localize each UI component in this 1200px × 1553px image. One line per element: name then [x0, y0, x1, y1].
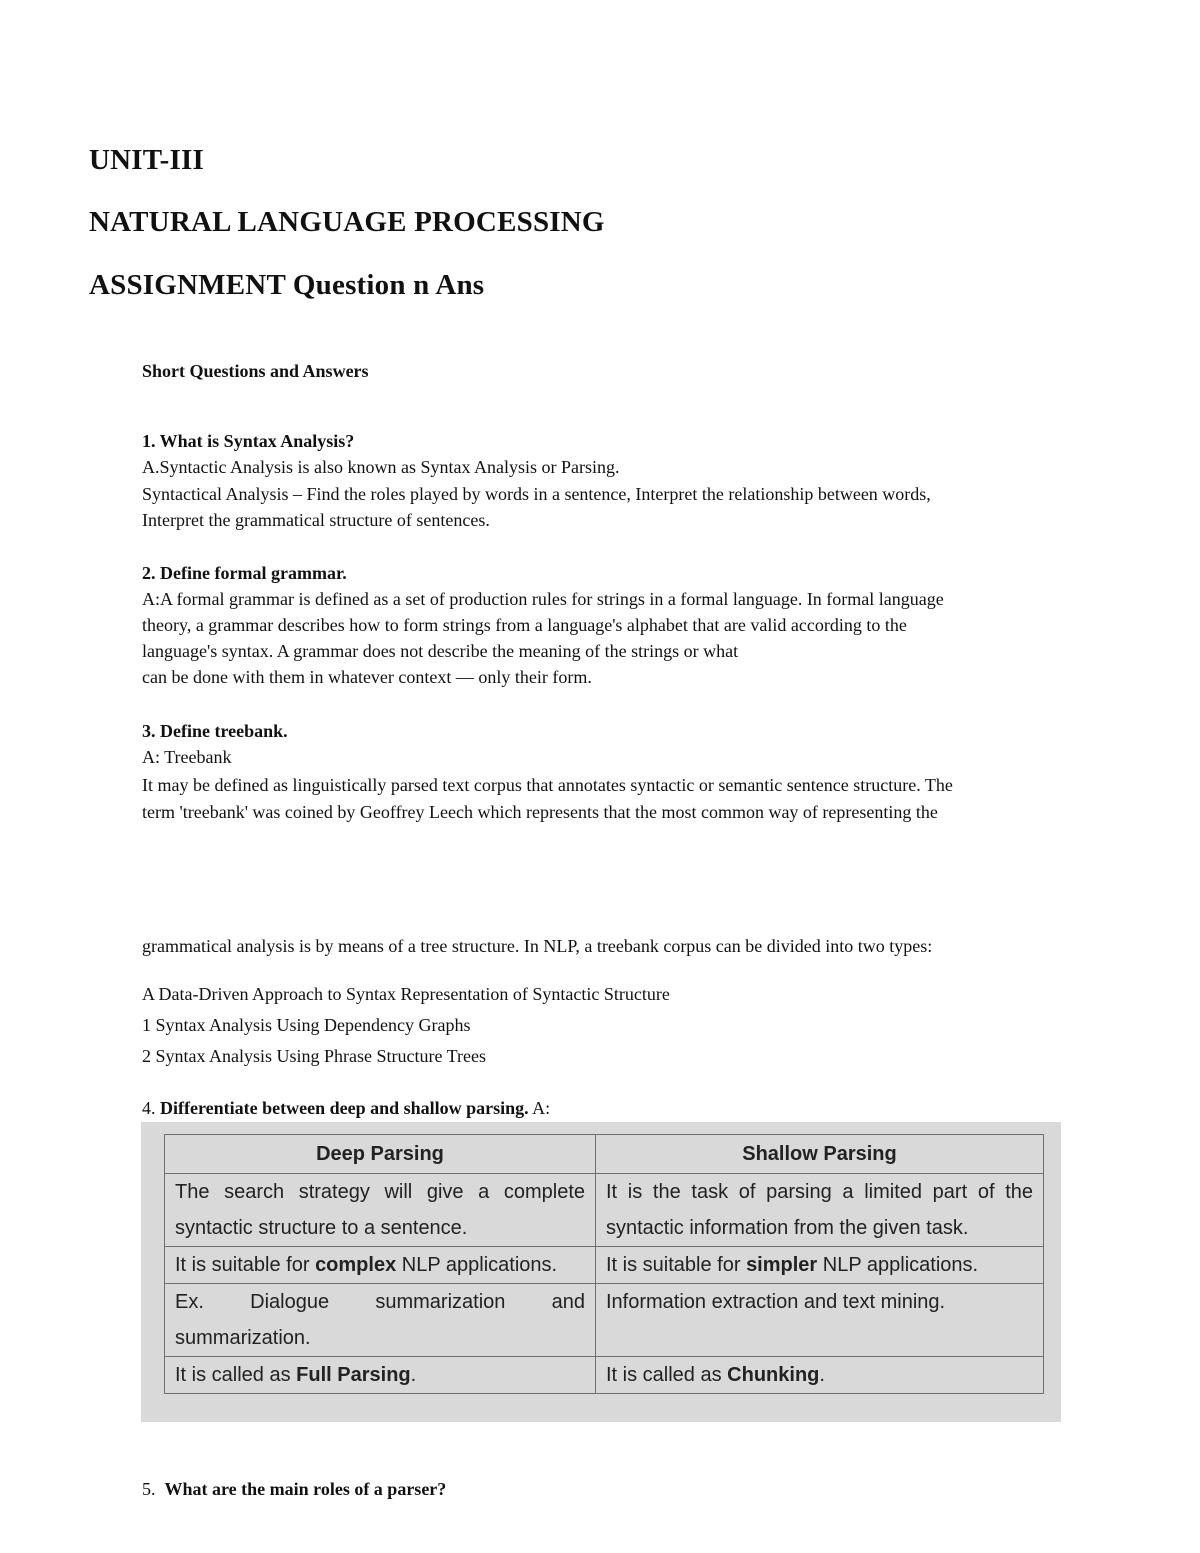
- table-row: [165, 1247, 1044, 1284]
- shallow-cell: Information extraction and text mining.: [596, 1284, 1044, 1357]
- table-row: [165, 1357, 1044, 1394]
- answer-3-line-2: It may be defined as linguistically parsed text corpus that annotates syntactic or semantic sentence structure. The: [142, 775, 953, 795]
- question-4-text: Differentiate between deep and shallow parsing.: [160, 1098, 529, 1118]
- shallow-cell: It is the task of parsing a limited part of the syntactic information from the given task.: [596, 1174, 1044, 1247]
- answer-2-line-4: can be done with them in whatever context — only their form.: [142, 667, 592, 687]
- answer-3-line-1: A: Treebank: [142, 747, 232, 767]
- shallow-cell-bold: simpler: [746, 1254, 818, 1276]
- question-5: [142, 1479, 446, 1500]
- deep-cell-bold: complex: [315, 1254, 397, 1276]
- answer-2-line-1: A:A formal grammar is defined as a set of production rules for strings in a formal language. In formal language: [142, 589, 944, 609]
- section-title: Short Questions and Answers: [142, 361, 369, 381]
- header-shallow-parsing: Shallow Parsing: [596, 1135, 1044, 1174]
- deep-cell-pre: It is suitable for: [175, 1254, 316, 1276]
- shallow-cell-post: .: [819, 1364, 825, 1386]
- deep-cell-post: .: [410, 1364, 417, 1386]
- question-4-answer-prefix: A:: [528, 1098, 551, 1118]
- answer-2-line-2: theory, a grammar describes how to form strings from a language's alphabet that are valid according to the: [142, 615, 907, 635]
- question-3: 3. Define treebank.: [142, 721, 288, 741]
- answer-2-line-3: language's syntax. A grammar does not describe the meaning of the strings or what: [142, 641, 739, 661]
- deep-cell: Ex. Dialogue summarization and summarization.: [165, 1284, 596, 1357]
- shallow-cell-pre: It is suitable for: [606, 1254, 747, 1276]
- deep-cell-bold: Full Parsing: [296, 1364, 411, 1386]
- answer-1-line-2: Syntactical Analysis – Find the roles played by words in a sentence, Interpret the relationship between words,: [142, 484, 931, 504]
- deep-cell: [165, 1357, 596, 1394]
- deep-cell: [165, 1247, 596, 1284]
- deep-cell-post: NLP applications.: [396, 1254, 558, 1276]
- shallow-cell: [596, 1247, 1044, 1284]
- question-5-text: What are the main roles of a parser?: [164, 1479, 447, 1499]
- shallow-cell: [596, 1357, 1044, 1394]
- header-deep-parsing: Deep Parsing: [165, 1135, 596, 1174]
- treebank-type-1: 1 Syntax Analysis Using Dependency Graphs: [142, 1015, 471, 1035]
- shallow-cell-post: NLP applications.: [817, 1254, 979, 1276]
- answer-1-line-1: A.Syntactic Analysis is also known as Syntax Analysis or Parsing.: [142, 457, 620, 477]
- table-header-row: [165, 1135, 1044, 1174]
- parsing-comparison-figure: [141, 1122, 1061, 1422]
- shallow-cell-bold: Chunking: [727, 1364, 820, 1386]
- treebank-type-intro: A Data-Driven Approach to Syntax Representation of Syntactic Structure: [142, 984, 670, 1004]
- question-2: 2. Define formal grammar.: [142, 563, 347, 583]
- shallow-cell-pre: It is called as: [606, 1364, 728, 1386]
- unit-heading: UNIT-III: [89, 144, 204, 176]
- parsing-comparison-table: [164, 1134, 1044, 1394]
- deep-cell: The search strategy will give a complete syntactic structure to a sentence.: [165, 1174, 596, 1247]
- subject-heading: NATURAL LANGUAGE PROCESSING: [89, 206, 605, 238]
- answer-3-line-4: grammatical analysis is by means of a tree structure. In NLP, a treebank corpus can be divided into two types:: [142, 936, 933, 956]
- table-row: [165, 1174, 1044, 1247]
- deep-cell-pre: It is called as: [175, 1364, 297, 1386]
- answer-1-line-3: Interpret the grammatical structure of sentences.: [142, 510, 490, 530]
- question-1: 1. What is Syntax Analysis?: [142, 431, 355, 451]
- question-4-number: 4.: [142, 1098, 156, 1118]
- question-5-number: 5.: [142, 1479, 156, 1499]
- answer-3-line-3: term 'treebank' was coined by Geoffrey Leech which represents that the most common way of representing the: [142, 802, 938, 822]
- treebank-type-2: 2 Syntax Analysis Using Phrase Structure Trees: [142, 1046, 486, 1066]
- question-4: [142, 1098, 550, 1119]
- table-row: [165, 1284, 1044, 1357]
- assignment-heading: ASSIGNMENT Question n Ans: [89, 269, 485, 301]
